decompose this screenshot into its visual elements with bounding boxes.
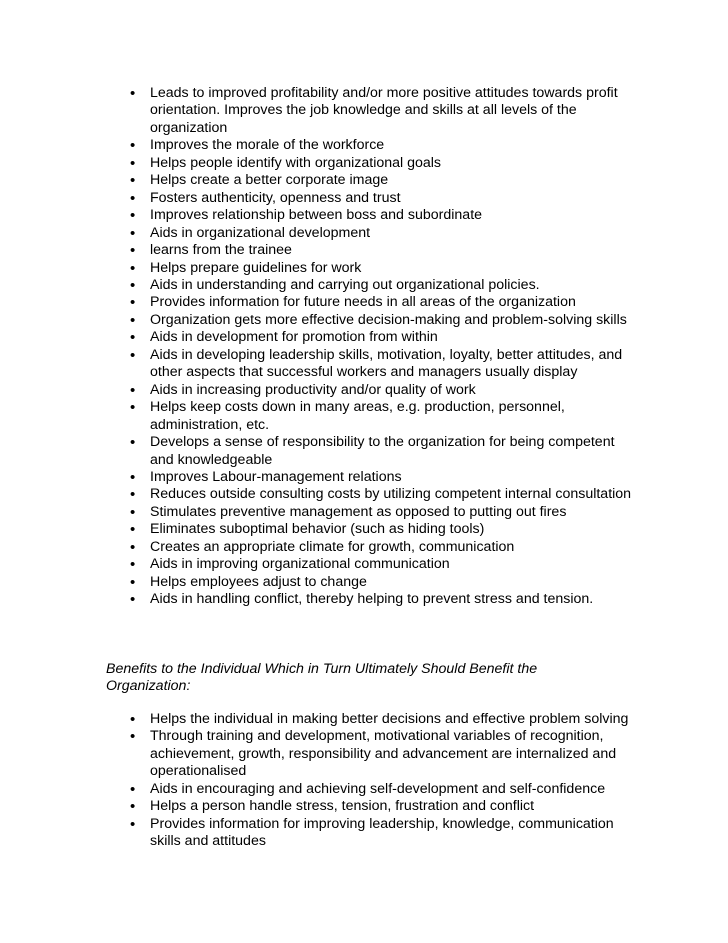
list-item-text: Aids in increasing productivity and/or quality of work	[150, 381, 476, 398]
bullet-icon	[130, 242, 150, 260]
list-item	[130, 728, 640, 780]
bullet-icon	[130, 539, 150, 557]
list-item	[130, 242, 640, 259]
list-item	[130, 469, 640, 486]
bullet-icon	[130, 312, 150, 330]
bullet-icon	[130, 260, 150, 278]
section-heading: Benefits to the Individual Which in Turn Ultimately Should Benefit the Organization:	[106, 661, 538, 695]
bullet-icon	[130, 574, 150, 592]
bullet-icon	[130, 469, 150, 487]
bullet-icon	[130, 190, 150, 208]
list-item-text: Aids in developing leadership skills, motivation, loyalty, better attitudes, and other aspects that successful workers and managers usually display	[150, 346, 623, 381]
list-item-text: learns from the trainee	[150, 242, 292, 259]
list-item-text: Helps create a better corporate image	[150, 172, 389, 189]
list-item	[130, 556, 640, 573]
bullet-icon	[130, 85, 150, 103]
list-item-text: Aids in development for promotion from within	[150, 329, 438, 346]
list-item	[130, 260, 640, 277]
list-item-text: Provides information for future needs in all areas of the organization	[150, 294, 576, 311]
list-item	[130, 521, 640, 538]
list-item	[130, 539, 640, 556]
list-item-text: Organization gets more effective decision-making and problem-solving skills	[150, 311, 627, 328]
list-item	[130, 277, 640, 294]
list-item-text: Aids in organizational development	[150, 224, 371, 241]
list-item-text: Helps keep costs down in many areas, e.g. production, personnel, administration, etc.	[150, 399, 565, 433]
list-item-text: Fosters authenticity, openness and trust	[150, 189, 401, 206]
bullet-icon	[130, 207, 150, 225]
list-item-text: Improves Labour-management relations	[150, 468, 402, 485]
list-item-text: Aids in improving organizational communication	[150, 556, 450, 573]
list-item	[130, 781, 640, 798]
list-item	[130, 207, 640, 224]
list-item-text: Helps employees adjust to change	[150, 573, 367, 590]
bullet-icon	[130, 172, 150, 190]
bullet-icon	[130, 277, 150, 295]
bullet-icon	[130, 798, 150, 816]
list-item-text: Helps people identify with organizational goals	[150, 154, 442, 171]
list-item-text: Reduces outside consulting costs by utilizing competent internal consultation	[150, 486, 632, 503]
bullet-icon	[130, 329, 150, 347]
bullet-icon	[130, 225, 150, 243]
bullet-icon	[130, 137, 150, 155]
list-item-text: Aids in handling conflict, thereby helping to prevent stress and tension.	[150, 591, 594, 608]
list-item	[130, 172, 640, 189]
organization-benefits-list	[130, 85, 640, 609]
list-item	[130, 190, 640, 207]
bullet-icon	[130, 434, 150, 452]
list-item	[130, 434, 640, 469]
list-item	[130, 504, 640, 521]
list-item	[130, 155, 640, 172]
bullet-icon	[130, 521, 150, 539]
list-item-text: Aids in understanding and carrying out organizational policies.	[150, 276, 540, 293]
list-item	[130, 329, 640, 346]
list-item	[130, 347, 640, 382]
list-item-text: Provides information for improving leadership, knowledge, communication skills and attitudes	[150, 815, 614, 850]
list-item-text: Through training and development, motivational variables of recognition, achievement, growth, responsibility and advancement are internalized and operationalised	[150, 728, 617, 780]
list-item-text: Improves relationship between boss and subordinate	[150, 207, 483, 224]
bullet-icon	[130, 504, 150, 522]
list-item-text: Helps prepare guidelines for work	[150, 259, 362, 276]
list-item	[130, 399, 640, 434]
list-item	[130, 591, 640, 608]
bullet-icon	[130, 294, 150, 312]
list-item-text: Improves the morale of the workforce	[150, 137, 385, 154]
list-item	[130, 486, 640, 503]
list-item	[130, 294, 640, 311]
list-item-text: Helps the individual in making better decisions and effective problem solving	[150, 711, 629, 727]
list-item	[130, 382, 640, 399]
bullet-icon	[130, 382, 150, 400]
list-item-text: Helps a person handle stress, tension, frustration and conflict	[150, 798, 535, 815]
individual-benefits-list	[130, 711, 640, 851]
list-item	[130, 225, 640, 242]
bullet-icon	[130, 556, 150, 574]
list-item-text: Eliminates suboptimal behavior (such as hiding tools)	[150, 521, 485, 538]
bullet-icon	[130, 591, 150, 609]
list-item	[130, 816, 640, 851]
list-item-text: Leads to improved profitability and/or more positive attitudes towards profit orientation. Improves the job knowledge and skills at all levels of the organization	[150, 85, 618, 136]
list-item	[130, 798, 640, 815]
list-item-text: Creates an appropriate climate for growth, communication	[150, 538, 515, 555]
list-item	[130, 312, 640, 329]
list-item-text: Stimulates preventive management as opposed to putting out fires	[150, 503, 567, 520]
bullet-icon	[130, 711, 150, 729]
list-item-text: Develops a sense of responsibility to the organization for being competent and knowledgeable	[150, 434, 615, 468]
list-item	[130, 574, 640, 591]
list-item-text: Aids in encouraging and achieving self-development and self-confidence	[150, 780, 606, 797]
bullet-icon	[130, 399, 150, 417]
bullet-icon	[130, 728, 150, 746]
list-item	[130, 711, 640, 728]
bullet-icon	[130, 781, 150, 799]
list-item	[130, 85, 640, 137]
list-item	[130, 137, 640, 154]
bullet-icon	[130, 486, 150, 504]
bullet-icon	[130, 816, 150, 834]
bullet-icon	[130, 347, 150, 365]
bullet-icon	[130, 155, 150, 173]
